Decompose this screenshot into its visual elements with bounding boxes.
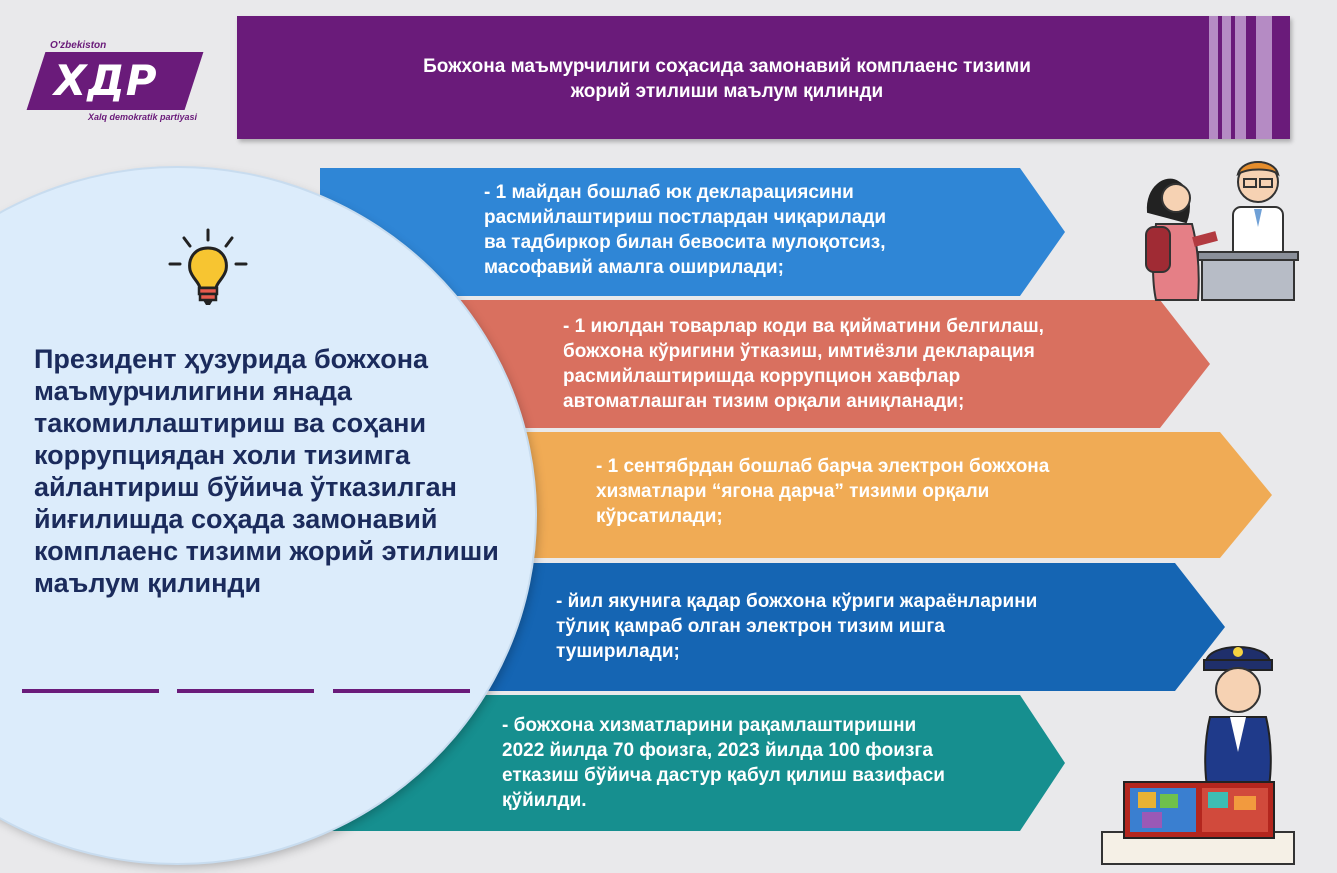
header-stripe (1222, 16, 1231, 139)
divider-line (177, 689, 314, 693)
header-stripe (1235, 16, 1246, 139)
header-stripe (1256, 16, 1272, 139)
arrow-text-2 (563, 314, 1044, 414)
arrow-2-line: автоматлашган тизим орқали аниқланади; (563, 391, 965, 412)
arrow-4-line: туширилади; (556, 641, 680, 662)
arrow-2-line: - 1 июлдан товарлар коди ва қийматини белгилаш, (563, 316, 1044, 337)
arrow-5-line: етказиш бўйича дастур қабул қилиш вазифаси (502, 765, 945, 786)
header-banner (237, 16, 1290, 139)
customs-officer-counter-illustration (1138, 152, 1303, 302)
page-title (277, 54, 1177, 104)
arrow-1-line: ва тадбиркор билан бевосита мулоқотсиз, (484, 232, 886, 253)
arrow-1-line: расмийлаштириш постлардан чиқарилади (484, 207, 887, 228)
arrow-text-3 (596, 454, 1049, 529)
inspector-suitcase-illustration (1098, 632, 1298, 868)
party-logo (28, 38, 213, 128)
header-stripe (1209, 16, 1218, 139)
logo-mark: ХДР (54, 56, 158, 105)
divider-line (22, 689, 159, 693)
arrow-3-line: - 1 сентябрдан бошлаб барча электрон божхона (596, 456, 1050, 477)
arrow-2-line: расмийлаштиришда коррупцион хавфлар (563, 366, 961, 387)
arrow-5-line: қўйилди. (502, 790, 587, 811)
lightbulb-icon (166, 228, 250, 308)
arrow-4-line: - йил якунига қадар божхона кўриги жараёнларини (556, 591, 1038, 612)
arrow-4-line: тўлиқ қамраб олган электрон тизим ишга (556, 616, 945, 637)
divider-line (333, 689, 470, 693)
arrow-text-5 (502, 713, 945, 813)
title-line-2: жорий этилиши маълум қилинди (570, 81, 884, 102)
arrow-1-line: масофавий амалга оширилади; (484, 257, 784, 278)
arrow-1-line: - 1 майдан бошлаб юк декларациясини (484, 182, 854, 203)
arrow-3-line: хизматлари “ягона дарча” тизими орқали (596, 481, 990, 502)
arrow-5-line: - божхона хизматларини рақамлаштиришни (502, 715, 917, 736)
arrow-2-line: божхона кўригини ўтказиш, имтиёзли декларация (563, 341, 1035, 362)
title-line-1: Божхона маъмурчилиги соҳасида замонавий комплаенс тизими (423, 56, 1031, 77)
logo-bottom-text: Xalq demokratik partiyasi (88, 112, 198, 122)
arrow-5-line: 2022 йилда 70 фоизга, 2023 йилда 100 фоизга (502, 740, 933, 761)
arrow-text-1 (484, 180, 886, 280)
arrow-text-4 (556, 589, 1037, 664)
summary-text: Президент ҳузурида божхона маъмурчилигини янада такомиллаштириш ва соҳани коррупциядан холи тизимга айлантириш бўйича ўтказилган йиғилишда соҳада замонавий комплаенс тизими жорий этилиши маълум қилинди (34, 344, 499, 598)
arrow-3-line: кўрсатилади; (596, 506, 723, 527)
logo-top-text: O'zbekiston (50, 40, 107, 51)
